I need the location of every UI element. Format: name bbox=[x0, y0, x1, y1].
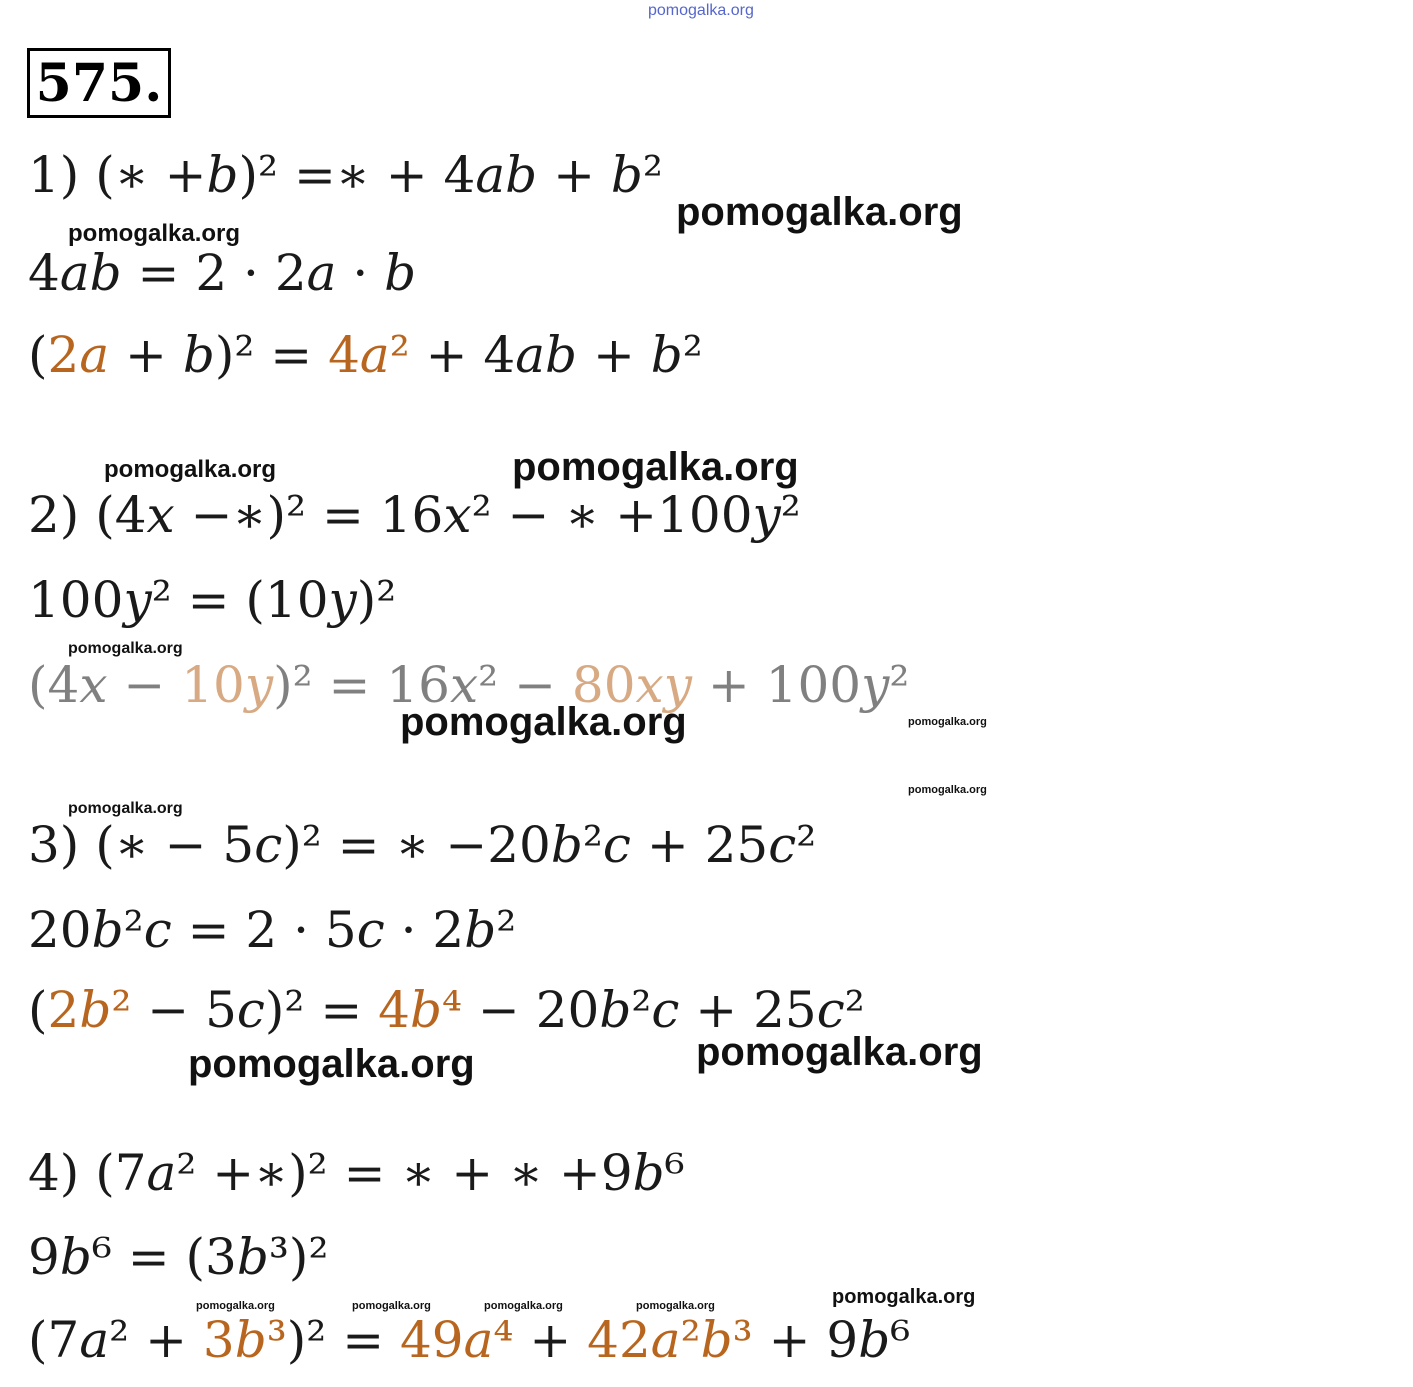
equation-term: 1) (∗ + bbox=[28, 146, 207, 204]
equation-term: x bbox=[146, 486, 175, 544]
equation-term: x bbox=[79, 656, 108, 714]
equation-term: 3) (∗ − 5 bbox=[28, 816, 255, 874]
equation-term: 20 bbox=[28, 901, 92, 959]
highlighted-term: a bbox=[650, 1311, 681, 1369]
equation-term: c bbox=[254, 816, 283, 874]
highlighted-term: y bbox=[244, 656, 274, 714]
watermark: pomogalka.org bbox=[68, 800, 183, 817]
equation-term: b bbox=[858, 1311, 891, 1369]
equation-term: c bbox=[602, 816, 631, 874]
highlighted-term: ³ bbox=[266, 1311, 287, 1369]
equation-term: ² bbox=[496, 901, 517, 959]
equation-term: + bbox=[577, 326, 651, 384]
equation-line bbox=[28, 326, 703, 384]
equation-term: ⁶ = (3 bbox=[91, 1228, 237, 1286]
highlighted-term: 49 bbox=[399, 1311, 464, 1369]
equation-term: ab bbox=[515, 326, 578, 384]
highlighted-term: ⁴ bbox=[493, 1311, 514, 1369]
equation-term: )² = bbox=[264, 981, 379, 1039]
watermark: pomogalka.org bbox=[196, 1300, 275, 1312]
equation-line bbox=[28, 146, 663, 204]
equation-term: b bbox=[91, 901, 124, 959]
equation-term: 4 bbox=[28, 244, 60, 302]
highlighted-term: b bbox=[409, 981, 442, 1039]
equation-term: b bbox=[632, 1144, 665, 1202]
equation-term: · bbox=[336, 244, 385, 302]
highlighted-term: b bbox=[79, 981, 112, 1039]
equation-term: ⁶ bbox=[890, 1311, 911, 1369]
equation-line bbox=[28, 486, 801, 544]
equation-term: )² =∗ + 4 bbox=[238, 146, 476, 204]
equation-term: 9 bbox=[28, 1228, 60, 1286]
equation-term: y bbox=[861, 656, 890, 714]
highlighted-term: 2 bbox=[47, 981, 80, 1039]
watermark: pomogalka.org bbox=[68, 640, 183, 657]
equation-term: a bbox=[146, 1144, 177, 1202]
equation-term: ² − bbox=[478, 656, 572, 714]
equation-term: (7 bbox=[28, 1311, 80, 1369]
highlighted-term: b bbox=[700, 1311, 733, 1369]
equation-term: −∗)² = 16 bbox=[174, 486, 444, 544]
equation-line bbox=[28, 1144, 685, 1202]
equation-term: a bbox=[306, 244, 337, 302]
watermark: pomogalka.org bbox=[908, 716, 987, 728]
equation-term: b bbox=[550, 816, 583, 874]
watermark: pomogalka.org bbox=[832, 1286, 976, 1308]
equation-term: c bbox=[143, 901, 172, 959]
equation-term: ² bbox=[582, 816, 603, 874]
equation-term: )² = bbox=[214, 326, 329, 384]
highlighted-term: a bbox=[359, 326, 390, 384]
equation-term: ² bbox=[844, 981, 865, 1039]
equation-term: )² = ∗ −20 bbox=[282, 816, 551, 874]
equation-term: ² bbox=[796, 816, 817, 874]
highlighted-term: 10 bbox=[181, 656, 245, 714]
equation-term: ² − ∗ +100 bbox=[471, 486, 753, 544]
equation-term: y bbox=[123, 571, 152, 629]
equation-term: ² = (10 bbox=[151, 571, 329, 629]
equation-line bbox=[28, 981, 865, 1039]
equation-term: + 25 bbox=[679, 981, 817, 1039]
watermark: pomogalka.org bbox=[676, 190, 963, 234]
equation-term: )² = 16 bbox=[273, 656, 450, 714]
equation-term: b bbox=[464, 901, 497, 959]
equation-term: + 100 bbox=[691, 656, 862, 714]
watermark: pomogalka.org bbox=[696, 1030, 983, 1074]
equation-term: c bbox=[651, 981, 680, 1039]
highlighted-term: a bbox=[463, 1311, 494, 1369]
watermark: pomogalka.org bbox=[484, 1300, 563, 1312]
equation-term: 4) (7 bbox=[28, 1144, 147, 1202]
highlighted-term: a bbox=[79, 326, 110, 384]
equation-term: ( bbox=[28, 981, 48, 1039]
equation-term: )² bbox=[356, 571, 397, 629]
equation-term: ³)² bbox=[268, 1228, 329, 1286]
equation-term: c bbox=[236, 981, 265, 1039]
equation-term: c bbox=[816, 981, 845, 1039]
watermark: pomogalka.org bbox=[188, 1042, 475, 1086]
equation-term: − 20 bbox=[462, 981, 600, 1039]
equation-term: · 2 bbox=[384, 901, 465, 959]
equation-term: b bbox=[384, 244, 417, 302]
equation-term: x bbox=[449, 656, 479, 714]
equation-term: + 4 bbox=[409, 326, 516, 384]
watermark: pomogalka.org bbox=[512, 445, 799, 489]
equation-term: + bbox=[109, 326, 183, 384]
watermark: pomogalka.org bbox=[104, 456, 277, 483]
equation-term: ² + bbox=[109, 1311, 203, 1369]
highlighted-term: 80 bbox=[571, 656, 636, 714]
equation-term: b bbox=[599, 981, 632, 1039]
equation-term: 2) (4 bbox=[28, 486, 147, 544]
equation-term: + 9 bbox=[752, 1311, 859, 1369]
equation-term: ² bbox=[123, 901, 144, 959]
highlighted-term: 2 bbox=[47, 326, 80, 384]
equation-term: )² = bbox=[286, 1311, 400, 1369]
equation-term: ² bbox=[631, 981, 652, 1039]
equation-term: + 25 bbox=[630, 816, 769, 874]
highlighted-term: ² bbox=[680, 1311, 701, 1369]
equation-term: ² bbox=[889, 656, 910, 714]
equation-line bbox=[28, 571, 397, 629]
highlighted-term: xy bbox=[635, 656, 692, 714]
highlighted-term: 3 bbox=[202, 1311, 235, 1369]
equation-line bbox=[28, 244, 417, 302]
highlighted-term: b bbox=[234, 1311, 267, 1369]
equation-term: y bbox=[752, 486, 781, 544]
equation-term: 100 bbox=[28, 571, 124, 629]
equation-term: c bbox=[768, 816, 797, 874]
equation-term: a bbox=[79, 1311, 110, 1369]
highlighted-term: ² bbox=[389, 326, 410, 384]
equation-term: b bbox=[182, 326, 215, 384]
watermark: pomogalka.org bbox=[352, 1300, 431, 1312]
highlighted-term: 4 bbox=[328, 326, 360, 384]
watermark: pomogalka.org bbox=[400, 700, 687, 744]
equation-line bbox=[28, 1311, 911, 1369]
equation-term: c bbox=[356, 901, 385, 959]
equation-line bbox=[28, 1228, 329, 1286]
highlighted-term: 42 bbox=[587, 1311, 651, 1369]
equation-line bbox=[28, 901, 517, 959]
problem-number: 575. bbox=[27, 48, 171, 118]
equation-term: b bbox=[610, 146, 643, 204]
equation-term: − 5 bbox=[131, 981, 237, 1039]
equation-term: ² +∗)² = ∗ + ∗ +9 bbox=[176, 1144, 633, 1202]
highlighted-term: ⁴ bbox=[441, 981, 463, 1039]
watermark-top: pomogalka.org bbox=[648, 2, 754, 19]
equation-term: ⁶ bbox=[664, 1144, 685, 1202]
equation-term: ² bbox=[682, 326, 703, 384]
highlighted-term: ³ bbox=[732, 1311, 753, 1369]
equation-term: b bbox=[650, 326, 683, 384]
equation-term: x bbox=[443, 486, 472, 544]
highlighted-term: 4 bbox=[378, 981, 410, 1039]
equation-term: y bbox=[328, 571, 357, 629]
watermark: pomogalka.org bbox=[908, 784, 987, 796]
equation-term: ( bbox=[28, 326, 48, 384]
equation-term: b bbox=[59, 1228, 92, 1286]
equation-term: ² bbox=[642, 146, 663, 204]
equation-term: b bbox=[236, 1228, 269, 1286]
equation-term: (4 bbox=[28, 656, 80, 714]
highlighted-term: ² bbox=[111, 981, 132, 1039]
equation-term: + bbox=[537, 146, 611, 204]
watermark: pomogalka.org bbox=[636, 1300, 715, 1312]
equation-term: ² bbox=[780, 486, 801, 544]
equation-term: + bbox=[513, 1311, 588, 1369]
watermark: pomogalka.org bbox=[68, 220, 241, 247]
equation-term: b bbox=[206, 146, 239, 204]
equation-term: = 2 · 2 bbox=[121, 244, 307, 302]
equation-term: ab bbox=[475, 146, 538, 204]
equation-term: ab bbox=[59, 244, 122, 302]
equation-line bbox=[28, 816, 817, 874]
equation-term: = 2 · 5 bbox=[171, 901, 357, 959]
equation-term: − bbox=[107, 656, 182, 714]
